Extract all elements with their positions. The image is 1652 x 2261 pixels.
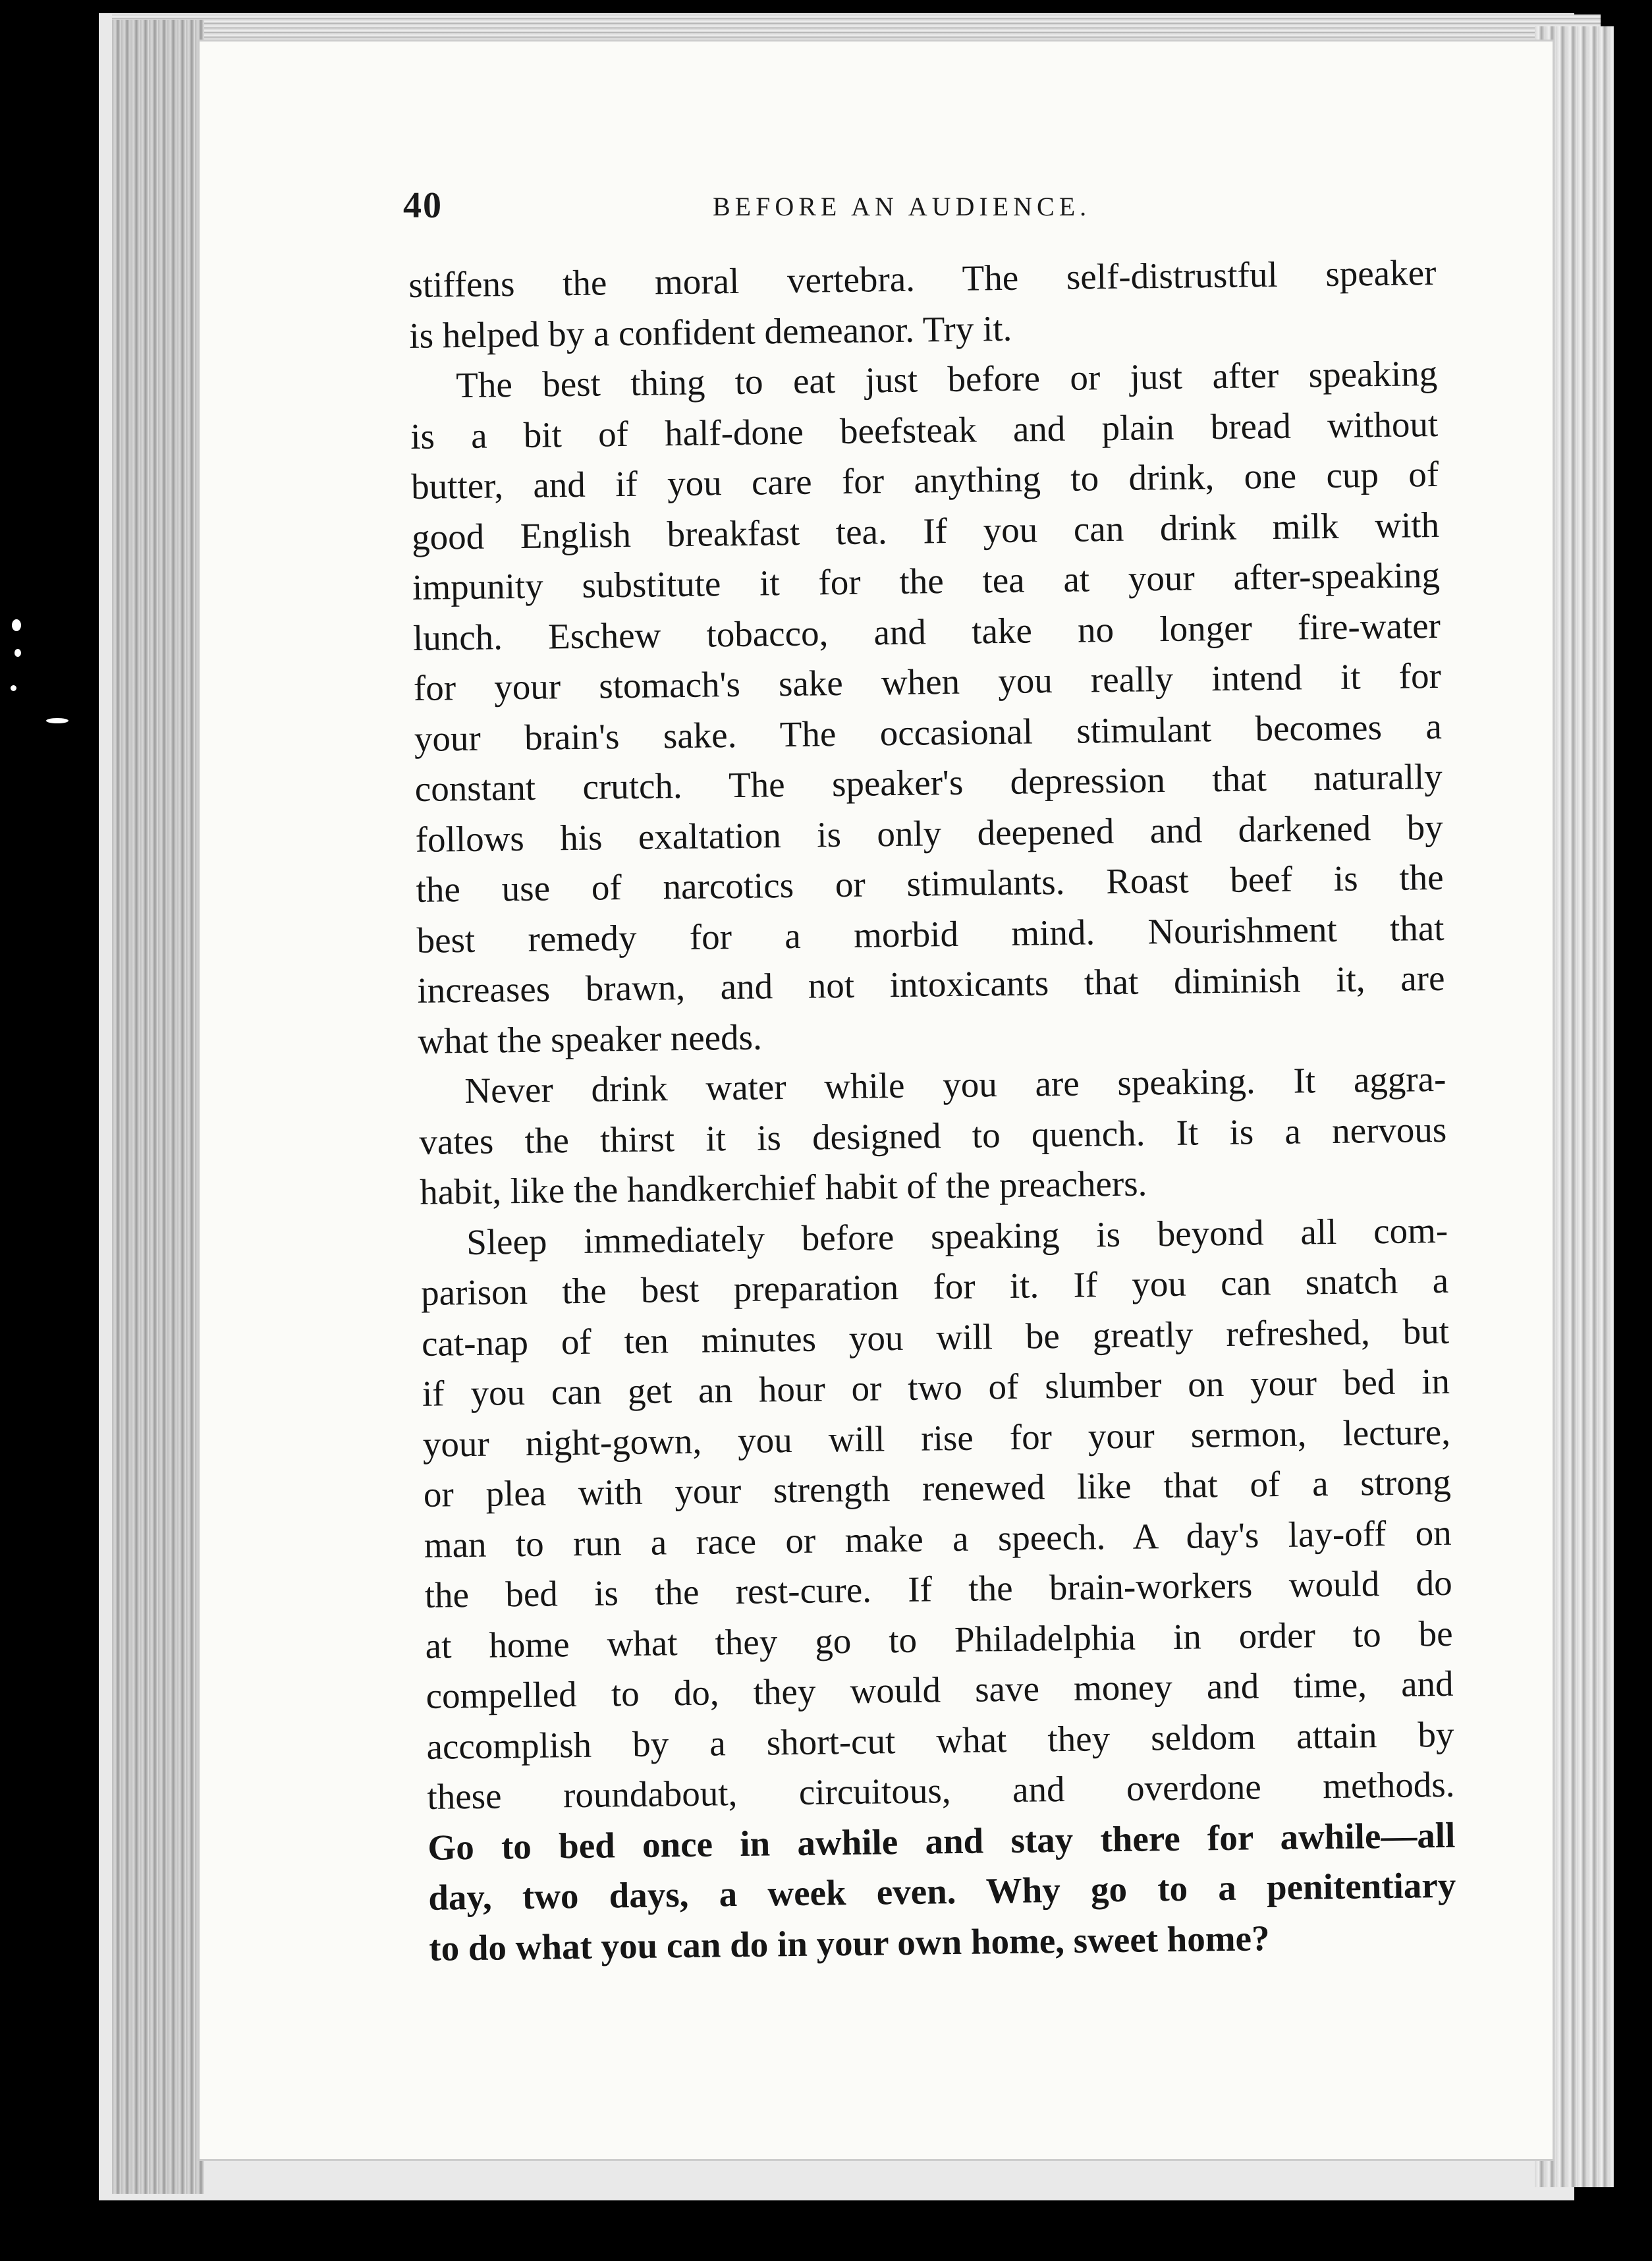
text-line: cat-nap of ten minutes you will be greatly refreshed, but: [421, 1310, 1450, 1364]
text-line: follows his exaltation is only deepened and darkened by: [415, 806, 1443, 860]
text-line: man to run a race or make a speech. A day's lay-off on: [424, 1512, 1452, 1565]
scan-speck: [14, 649, 21, 657]
text-line: increases brawn, and not intoxicants that diminish it, are: [417, 957, 1445, 1011]
text-line: parison the best preparation for it. If you can snatch a: [420, 1260, 1449, 1313]
text-line: accomplish by a short-cut what they seldom attain by: [426, 1714, 1454, 1767]
text-line: is a bit of half-done beefsteak and plain bread without: [410, 403, 1439, 457]
text-line: Go to bed once in awhile and stay there for awhile—all: [427, 1814, 1456, 1868]
text-line: constant crutch. The speaker's depression that naturally: [414, 756, 1443, 809]
page-number: 40: [403, 185, 443, 226]
text-line: butter, and if you care for anything to drink, one cup of: [410, 453, 1439, 507]
running-head: [403, 184, 1510, 237]
text-line: the use of narcotics or stimulants. Roast beef is the: [416, 856, 1444, 910]
text-line: compelled to do, they would save money and time, and: [426, 1663, 1454, 1716]
text-line: lunch. Eschew tobacco, and take no longer fire-water: [412, 605, 1441, 658]
text-line: vates the thirst it is designed to quench. It is a nervous: [418, 1109, 1447, 1162]
text-line: best remedy for a morbid mind. Nourishment that: [416, 907, 1445, 961]
text-line: these roundabout, circuitous, and overdone methods.: [427, 1764, 1455, 1817]
body-text: [408, 248, 1457, 1974]
text-line: stiffens the moral vertebra. The self-distrustful speaker: [408, 252, 1437, 305]
text-line: if you can get an hour or two of slumber on your bed in: [422, 1360, 1450, 1414]
text-line: impunity substitute it for the tea at your after-speaking: [412, 554, 1441, 607]
text-line: the bed is the rest-cure. If the brain-workers would do: [424, 1562, 1453, 1615]
text-line: The best thing to eat just before or just after speaking: [455, 352, 1438, 406]
text-line: at home what they go to Philadelphia in order to be: [425, 1613, 1453, 1666]
scan-speck: [46, 718, 69, 723]
running-title: BEFORE AN AUDIENCE.: [713, 192, 1091, 221]
text-line: your brain's sake. The occasional stimulant becomes a: [414, 706, 1443, 759]
scan-speck: [12, 619, 21, 631]
text-line: or plea with your strength renewed like that of a strong: [423, 1461, 1452, 1515]
scan-speck: [11, 685, 16, 691]
text-line: Never drink water while you are speaking. It aggra-: [464, 1058, 1446, 1111]
page-edge-left: [112, 20, 204, 2194]
text-line: day, two days, a week even. Why go to a penitentiary: [427, 1864, 1456, 1918]
text-line: what the speaker needs.: [418, 1017, 763, 1061]
text-line: Sleep immediately before speaking is beyond all com-: [466, 1210, 1448, 1262]
page-top-edge: [112, 14, 1601, 41]
text-line: your night-gown, you will rise for your sermon, lecture,: [422, 1411, 1451, 1465]
text-line: good English breakfast tea. If you can drink milk with: [411, 504, 1440, 557]
text-line: habit, like the handkerchief habit of the preachers.: [419, 1163, 1147, 1212]
text-line: to do what you can do in your own home, sweet home?: [428, 1917, 1270, 1968]
text-line: for your stomach's sake when you really intend it for: [413, 655, 1442, 708]
text-line: is helped by a confident demeanor. Try it.: [409, 308, 1012, 356]
